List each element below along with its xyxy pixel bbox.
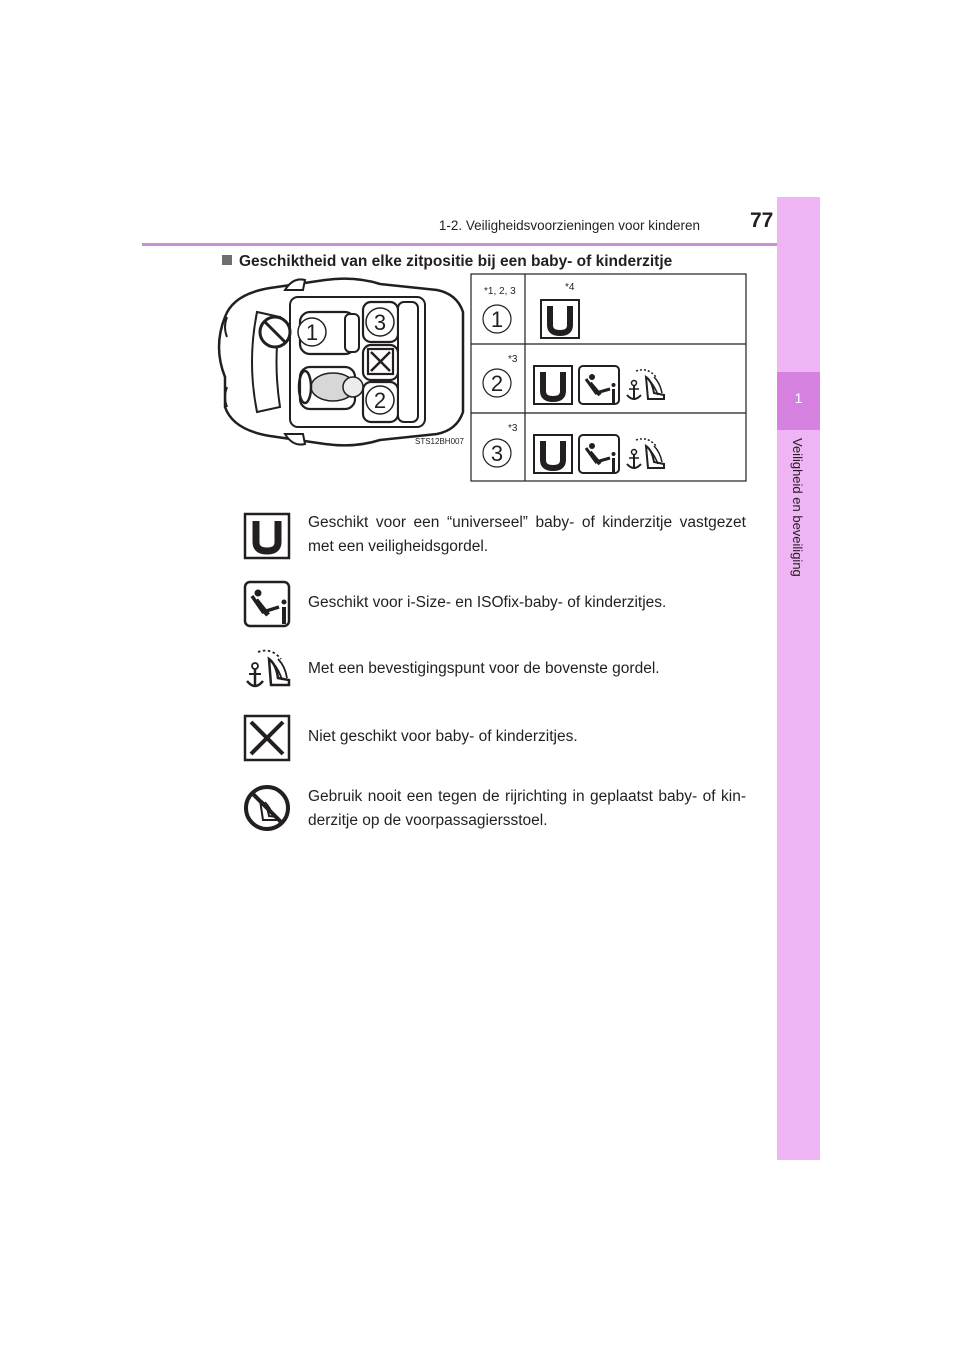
- chapter-number: 1: [794, 390, 803, 406]
- not-suitable-icon: [243, 714, 291, 762]
- page-number: 77: [750, 209, 774, 232]
- row3-seat-number: 3: [490, 441, 504, 466]
- legend-universal-text: Geschikt voor een “universeel” baby- of kinderzitje vastgezet met een veiligheidsgordel.: [308, 514, 746, 555]
- universal-icon: [541, 300, 579, 338]
- universal-icon: [534, 435, 572, 473]
- chapter-title: Veiligheid en beveiliging: [790, 438, 805, 577]
- row1-footnote-left: *1, 2, 3: [484, 286, 516, 297]
- legend-no-rear-facing-text: Gebruik nooit een tegen de rijrichting in geplaatst baby- of kin-derzitje op de voorpassagiersstoel.: [308, 788, 746, 829]
- universal-icon: [243, 512, 291, 560]
- top-tether-icon: [243, 646, 291, 694]
- isofix-icon: [243, 580, 291, 628]
- heading-bullet-icon: [222, 255, 232, 265]
- figure-code: STS12BH007: [415, 437, 464, 446]
- chapter-tab-strip: [777, 197, 820, 1160]
- isofix-icon: [579, 435, 619, 473]
- row1-footnote-right: *4: [565, 282, 575, 293]
- car-seat-diagram: [205, 272, 470, 452]
- legend-not-suitable-text: Niet geschikt voor baby- of kinderzitjes.: [308, 728, 578, 745]
- no-rear-facing-icon: [243, 784, 291, 832]
- header-rule: [142, 243, 820, 246]
- row3-footnote: *3: [508, 423, 518, 434]
- isofix-icon: [579, 366, 619, 404]
- seat-suitability-table: [470, 273, 748, 483]
- seat-label-2: 2: [373, 388, 387, 413]
- running-header: 1-2. Veiligheidsvoorzieningen voor kinderen: [438, 218, 700, 233]
- seat-label-3: 3: [373, 310, 387, 335]
- section-heading-text: Geschiktheid van elke zitpositie bij een baby- of kinderzitje: [239, 253, 673, 270]
- seat-label-1: 1: [305, 320, 319, 345]
- row2-seat-number: 2: [490, 371, 504, 396]
- legend-isofix-text: Geschikt voor i-Size- en ISOfix-baby- of kinderzitjes.: [308, 594, 667, 611]
- universal-icon: [534, 366, 572, 404]
- section-heading: [222, 253, 672, 271]
- row1-seat-number: 1: [490, 307, 504, 332]
- row2-footnote: *3: [508, 354, 518, 365]
- legend-top-tether-text: Met een bevestigingspunt voor de bovenste gordel.: [308, 660, 660, 677]
